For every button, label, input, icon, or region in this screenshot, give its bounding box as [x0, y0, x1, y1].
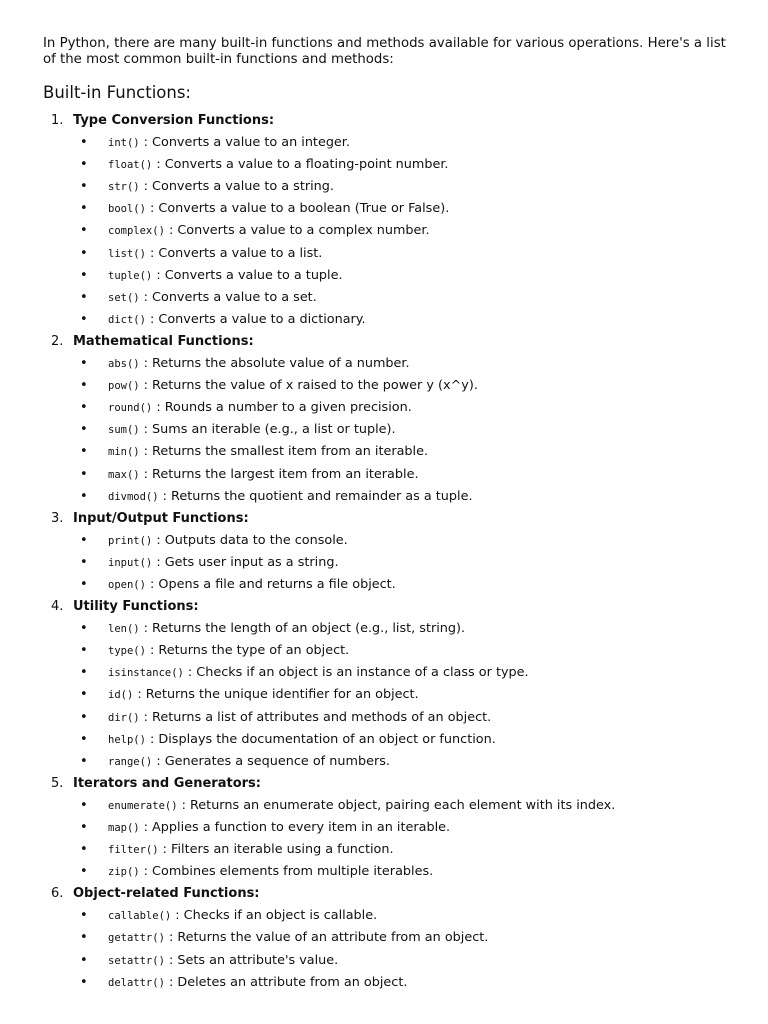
category-title — [43, 508, 724, 530]
function-item — [43, 552, 724, 574]
function-description: : Returns an enumerate object, pairing each element with its index. — [177, 797, 616, 813]
category-title-text: Type Conversion Functions: — [73, 113, 275, 128]
bullet-icon: • — [80, 621, 88, 637]
function-item — [43, 419, 724, 441]
function-item — [43, 154, 724, 176]
function-name: round() — [108, 402, 153, 415]
bullet-icon: • — [80, 952, 88, 968]
function-name: min() — [108, 446, 140, 459]
bullet-icon: • — [80, 267, 88, 283]
function-item — [43, 287, 724, 309]
function-list — [43, 618, 724, 773]
bullet-icon: • — [80, 709, 88, 725]
function-name: tuple() — [108, 269, 153, 282]
function-name: delattr() — [108, 976, 165, 989]
function-item — [43, 662, 724, 684]
function-item — [43, 640, 724, 662]
function-name: complex() — [108, 225, 165, 238]
function-item — [43, 972, 724, 994]
function-list — [43, 353, 724, 508]
function-description: : Sets an attribute's value. — [164, 952, 339, 968]
function-name: setattr() — [108, 954, 165, 967]
function-description: : Converts a value to a complex number. — [164, 223, 430, 239]
function-item — [43, 220, 724, 242]
bullet-icon: • — [80, 378, 88, 394]
function-name: max() — [108, 468, 140, 481]
bullet-icon: • — [80, 422, 88, 438]
function-item — [43, 243, 724, 265]
function-item — [43, 353, 724, 375]
function-name: help() — [108, 733, 146, 746]
category-title-text: Object-related Functions: — [73, 886, 260, 902]
category-number: 5. — [51, 775, 64, 791]
function-item — [43, 486, 724, 508]
bullet-icon: • — [80, 201, 88, 217]
function-name: open() — [108, 578, 146, 591]
bullet-icon: • — [80, 753, 88, 769]
function-name: getattr() — [108, 932, 165, 945]
function-name: set() — [108, 291, 140, 304]
bullet-icon: • — [80, 930, 88, 946]
function-item — [43, 839, 724, 861]
category-title — [43, 773, 724, 795]
function-description: : Returns the absolute value of a number. — [139, 356, 410, 372]
function-name: str() — [108, 181, 140, 194]
function-item — [43, 441, 724, 463]
function-name: float() — [108, 159, 153, 172]
function-item — [43, 198, 724, 220]
category-title — [43, 331, 724, 353]
function-list — [43, 132, 724, 331]
function-description: : Returns the quotient and remainder as a tuple. — [158, 488, 473, 504]
bullet-icon: • — [80, 908, 88, 924]
function-description: : Deletes an attribute from an object. — [164, 974, 408, 990]
category-title — [43, 110, 724, 132]
bullet-icon: • — [80, 466, 88, 482]
function-description: : Combines elements from multiple iterables. — [139, 864, 434, 880]
function-description: : Converts a value to an integer. — [139, 135, 350, 151]
function-name: abs() — [108, 358, 140, 371]
function-name: isinstance() — [108, 667, 184, 680]
bullet-icon: • — [80, 311, 88, 327]
function-name: map() — [108, 822, 140, 834]
function-description: : Checks if an object is callable. — [171, 908, 378, 924]
category-number: 3. — [51, 510, 64, 526]
function-item — [43, 817, 724, 839]
bullet-icon: • — [80, 135, 88, 151]
function-item — [43, 795, 724, 817]
bullet-icon: • — [80, 289, 88, 305]
function-name: bool() — [108, 203, 146, 216]
bullet-icon: • — [80, 400, 88, 416]
category-title — [43, 883, 724, 905]
category-number: 6. — [51, 886, 64, 902]
function-item — [43, 618, 724, 640]
bullet-icon: • — [80, 974, 88, 990]
function-item — [43, 861, 724, 883]
function-item — [43, 375, 724, 397]
function-name: print() — [108, 534, 153, 547]
bullet-icon: • — [80, 576, 88, 592]
function-name: input() — [108, 556, 153, 569]
category-number: 2. — [51, 333, 64, 349]
bullet-icon: • — [80, 157, 88, 173]
function-name: int() — [108, 137, 140, 150]
function-name: type() — [108, 645, 146, 658]
function-description: : Converts a value to a floating-point number. — [152, 157, 449, 173]
function-description: : Rounds a number to a given precision. — [152, 400, 412, 416]
function-name: divmod() — [108, 490, 159, 503]
bullet-icon: • — [80, 687, 88, 703]
category-title-text: Mathematical Functions: — [73, 333, 254, 349]
category-item — [43, 331, 724, 508]
bullet-icon: • — [80, 820, 88, 835]
function-description: : Displays the documentation of an object or function. — [145, 731, 496, 747]
function-list — [43, 530, 724, 596]
category-title-text: Input/Output Functions: — [73, 510, 249, 526]
function-description: : Opens a file and returns a file object. — [145, 576, 396, 592]
function-description: : Sums an iterable (e.g., a list or tuple). — [139, 422, 396, 438]
function-name: callable() — [108, 910, 172, 923]
function-item — [43, 176, 724, 198]
function-name: pow() — [108, 380, 140, 393]
function-item — [43, 751, 724, 773]
function-name: filter() — [108, 844, 159, 857]
bullet-icon: • — [80, 444, 88, 460]
function-description: : Applies a function to every item in an iterable. — [139, 820, 451, 835]
function-name: zip() — [108, 866, 140, 879]
function-item — [43, 309, 724, 331]
category-title-text: Iterators and Generators: — [73, 775, 261, 791]
function-item — [43, 684, 724, 706]
function-item — [43, 530, 724, 552]
function-description: : Returns the value of an attribute from an object. — [164, 930, 489, 946]
section-heading: Built-in Functions: — [43, 83, 191, 102]
intro-paragraph: In Python, there are many built-in functions and methods available for various operations. Here's a list of the most common built-in functions and methods: — [43, 36, 726, 67]
bullet-icon: • — [80, 842, 88, 858]
bullet-icon: • — [80, 864, 88, 880]
bullet-icon: • — [80, 488, 88, 504]
function-name: len() — [108, 623, 140, 636]
function-item — [43, 132, 724, 154]
category-item — [43, 883, 724, 993]
category-title — [43, 596, 724, 618]
function-item — [43, 265, 724, 287]
function-description: : Converts a value to a dictionary. — [145, 311, 366, 327]
category-number: 1. — [51, 113, 64, 128]
function-description: : Returns the smallest item from an iterable. — [139, 444, 429, 460]
function-description: : Returns the type of an object. — [145, 643, 350, 659]
function-item — [43, 927, 724, 949]
category-item — [43, 596, 724, 773]
function-item — [43, 707, 724, 729]
function-description: : Returns the value of x raised to the power y (x^y). — [139, 378, 478, 394]
bullet-icon: • — [80, 245, 88, 261]
function-description: : Returns the largest item from an iterable. — [139, 466, 419, 482]
category-item — [43, 508, 724, 596]
function-description: : Returns the length of an object (e.g., list, string). — [139, 621, 466, 637]
function-name: id() — [108, 689, 134, 702]
function-name: dir() — [108, 711, 140, 724]
bullet-icon: • — [80, 223, 88, 239]
function-categories-list — [43, 110, 724, 994]
function-name: enumerate() — [108, 799, 178, 812]
function-description: : Outputs data to the console. — [152, 532, 348, 548]
function-name: range() — [108, 755, 153, 768]
function-description: : Converts a value to a list. — [145, 245, 323, 261]
function-item — [43, 464, 724, 486]
category-title-text: Utility Functions: — [73, 599, 199, 615]
bullet-icon: • — [80, 554, 88, 570]
function-description: : Checks if an object is an instance of a class or type. — [183, 665, 529, 681]
function-description: : Converts a value to a boolean (True or False). — [145, 201, 450, 217]
function-description: : Returns a list of attributes and methods of an object. — [139, 709, 492, 725]
function-description: : Converts a value to a tuple. — [152, 267, 343, 283]
bullet-icon: • — [80, 643, 88, 659]
function-description: : Gets user input as a string. — [152, 554, 339, 570]
bullet-icon: • — [80, 356, 88, 372]
function-list — [43, 795, 724, 883]
bullet-icon: • — [80, 731, 88, 747]
function-description: : Converts a value to a set. — [139, 289, 317, 305]
bullet-icon: • — [80, 797, 88, 813]
function-description: : Returns the unique identifier for an object. — [133, 687, 419, 703]
category-item — [43, 110, 724, 331]
function-item — [43, 950, 724, 972]
function-item — [43, 729, 724, 751]
function-list — [43, 905, 724, 993]
category-item — [43, 773, 724, 883]
function-description: : Generates a sequence of numbers. — [152, 753, 390, 769]
bullet-icon: • — [80, 665, 88, 681]
category-number: 4. — [51, 599, 64, 615]
function-item — [43, 574, 724, 596]
bullet-icon: • — [80, 179, 88, 195]
function-name: dict() — [108, 313, 146, 326]
function-name: sum() — [108, 424, 140, 437]
function-item — [43, 397, 724, 419]
function-description: : Converts a value to a string. — [139, 179, 334, 195]
bullet-icon: • — [80, 532, 88, 548]
function-description: : Filters an iterable using a function. — [158, 842, 394, 858]
function-item — [43, 905, 724, 927]
function-name: list() — [108, 247, 146, 260]
